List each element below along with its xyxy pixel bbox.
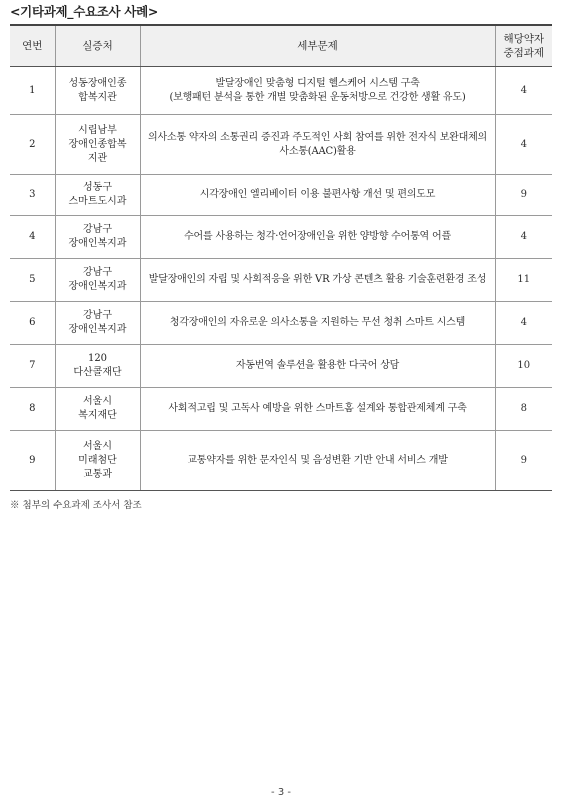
row-no: 3 [10, 175, 55, 216]
row-problem: 사회적고립 및 고독사 예방을 위한 스마트홈 설계와 통합관제체계 구축 [140, 388, 495, 431]
row-site: 서울시 복지재단 [55, 388, 140, 431]
header-site: 실증처 [55, 25, 140, 67]
row-count: 8 [495, 388, 552, 431]
table-row [10, 431, 552, 491]
table-row [10, 115, 552, 175]
row-problem: 시각장애인 엘리베이터 이용 불편사항 개선 및 편의도모 [140, 175, 495, 216]
row-site: 120 다산콜재단 [55, 345, 140, 388]
row-no: 2 [10, 115, 55, 175]
header-no: 연번 [10, 25, 55, 67]
table-row [10, 388, 552, 431]
row-site: 성동구 스마트도시과 [55, 175, 140, 216]
row-no: 4 [10, 216, 55, 259]
header-count: 해당약자 중점과제 [495, 25, 552, 67]
page-number: - 3 - [271, 787, 291, 798]
row-problem: 수어를 사용하는 청각·언어장애인을 위한 양방향 수어통역 어플 [140, 216, 495, 259]
table-row [10, 302, 552, 345]
row-count: 4 [495, 216, 552, 259]
row-no: 1 [10, 67, 55, 115]
row-problem: 자동번역 솔루션을 활용한 다국어 상담 [140, 345, 495, 388]
row-problem: 청각장애인의 자유로운 의사소통을 지원하는 무선 청취 스마트 시스템 [140, 302, 495, 345]
header-problem: 세부문제 [140, 25, 495, 67]
demand-survey-table [10, 24, 552, 491]
row-count: 4 [495, 115, 552, 175]
row-site: 성동장애인종 합복지관 [55, 67, 140, 115]
row-site: 강남구 장애인복지과 [55, 216, 140, 259]
table-row [10, 216, 552, 259]
row-no: 5 [10, 259, 55, 302]
footnote: ※ 첨부의 수요과제 조사서 참조 [10, 500, 142, 511]
table-row [10, 345, 552, 388]
table-row [10, 175, 552, 216]
row-count: 9 [495, 431, 552, 491]
row-site: 서울시 미래첨단 교통과 [55, 431, 140, 491]
page-title: <기타과제_수요조사 사례> [10, 4, 159, 19]
row-problem: 발달장애인 맞춤형 디지털 헬스케어 시스템 구축 (보행패턴 분석을 통한 개별 맞춤화된 운동처방으로 건강한 생활 유도) [140, 67, 495, 115]
row-site: 강남구 장애인복지과 [55, 302, 140, 345]
row-problem: 교통약자를 위한 문자인식 및 음성변환 기반 안내 서비스 개발 [140, 431, 495, 491]
table-row [10, 259, 552, 302]
row-site: 강남구 장애인복지과 [55, 259, 140, 302]
row-problem: 발달장애인의 자립 및 사회적응을 위한 VR 가상 콘텐츠 활용 기술훈련환경 조성 [140, 259, 495, 302]
table-header-row [10, 25, 552, 67]
row-count: 11 [495, 259, 552, 302]
row-no: 7 [10, 345, 55, 388]
row-no: 6 [10, 302, 55, 345]
row-count: 10 [495, 345, 552, 388]
row-problem: 의사소통 약자의 소통권리 증진과 주도적인 사회 참여를 위한 전자식 보완대체의사소통(AAC)활용 [140, 115, 495, 175]
table-row [10, 67, 552, 115]
row-no: 8 [10, 388, 55, 431]
row-count: 9 [495, 175, 552, 216]
row-site: 시립남부 장애인종합복 지관 [55, 115, 140, 175]
row-no: 9 [10, 431, 55, 491]
row-count: 4 [495, 67, 552, 115]
row-count: 4 [495, 302, 552, 345]
